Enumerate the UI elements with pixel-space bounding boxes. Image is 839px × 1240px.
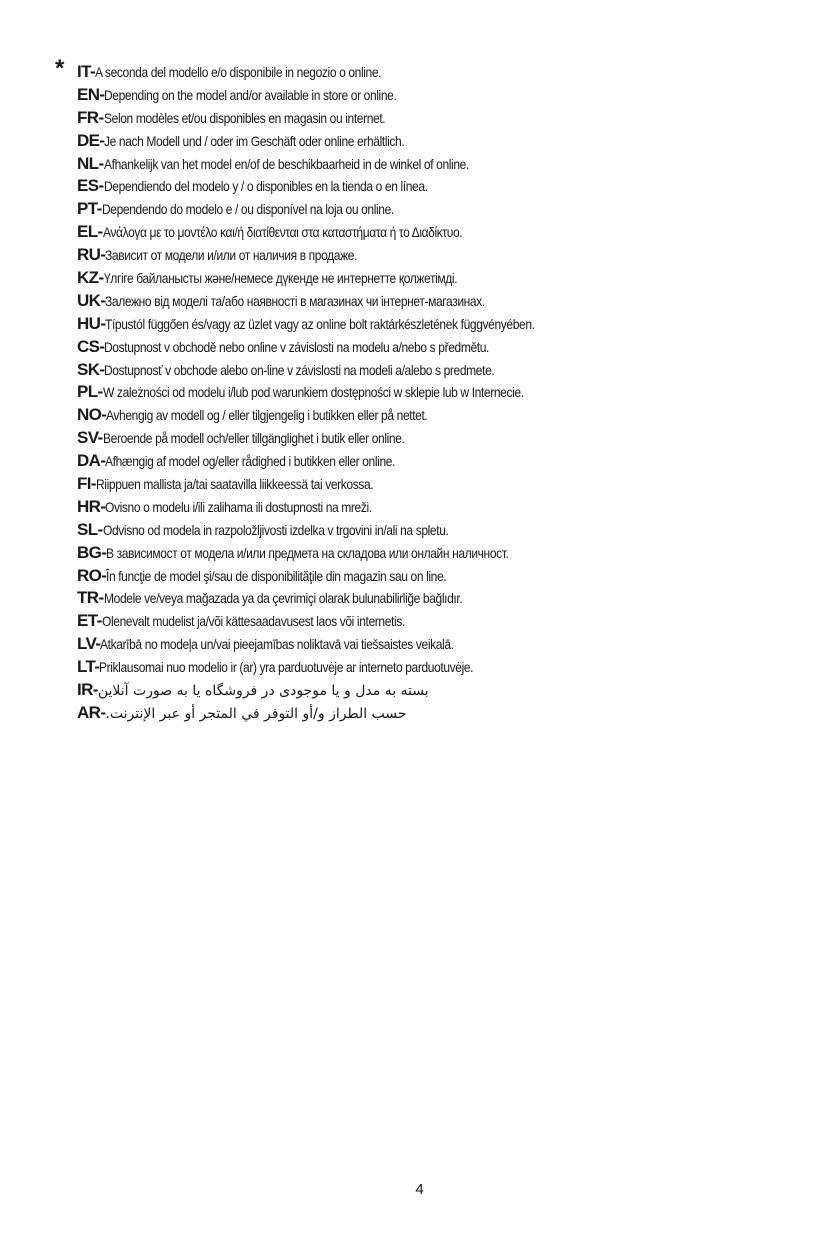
availability-note: Olenevalt mudelist ja/või kättesaadavusest laos või internetis. [101,613,405,630]
availability-note: Afhængig af model og/eller rådighed i butikken eller online. [105,453,396,470]
language-code: KZ- [77,268,104,288]
language-row-fr [77,107,605,130]
availability-note: Odvisno od modela in razpoložljivosti izdelka v trgovini in/ali na spletu. [102,521,449,538]
availability-note: Залежно від моделі та/або наявності в магазинах чи інтернет-магазинах. [105,292,486,309]
language-row-de [77,130,605,153]
availability-note: Үлгіге байланысты және/немесе дүкенде не интернетте қолжетімді. [103,270,457,287]
page-number: 4 [415,1181,424,1198]
availability-note: Afhankelijk van het model en/of de beschikbaarheid in de winkel of online. [103,155,469,172]
language-row-it [77,61,605,84]
availability-note: Riippuen mallista ja/tai saatavilla liikkeessä tai verkossa. [95,476,374,493]
availability-note: Зависит от модели и/или от наличия в продаже. [105,247,358,264]
language-row-sk [77,359,605,382]
language-code: HR- [77,496,106,516]
language-row-no [77,404,605,427]
language-row-ru [77,244,605,267]
language-code: IR- [77,680,98,700]
language-code: NL- [77,153,104,173]
language-row-el [77,221,605,244]
language-code: FI- [77,474,96,494]
language-row-sv [77,427,605,450]
language-code: HU- [77,313,106,333]
availability-note: Dependiendo del modelo y / o disponibles en la tienda o en línea. [103,178,428,195]
availability-note: Modele ve/veya mağazada ya da çevrimiçi olarak bulunabilirliğe bağlıdır. [103,590,462,607]
language-code: ES- [77,176,104,196]
language-code: FR- [77,107,104,127]
language-row-pt [77,198,605,221]
language-row-hr [77,496,605,519]
availability-note: Avhengig av modell og / eller tilgjengelig i butikken eller på nettet. [106,407,428,424]
language-row-fi [77,473,605,496]
availability-note: A seconda del modello e/o disponibile in negozio o online. [95,64,382,80]
language-code: RU- [77,245,106,265]
language-row-hu [77,313,605,336]
language-code: CS- [77,336,105,356]
language-row-en [77,84,605,107]
language-row-cs [77,336,605,359]
availability-note: Ανάλογα με το μοντέλο και/ή διατίθενται στα καταστήματα ή το Διαδίκτυο. [102,224,462,241]
language-row-da [77,450,605,473]
language-row-tr [77,587,605,610]
availability-note: Je nach Modell und / oder im Geschäft oder online erhältlich. [104,132,405,149]
footnote-asterisk: * [55,55,65,82]
availability-note: Priklausomai nuo modelio ir (ar) yra parduotuvėje ar interneto parduotuvėje. [99,659,474,676]
language-row-nl [77,153,605,176]
availability-note: В зависимост от модела и/или предмета на складова или онлайн наличност. [106,544,509,561]
language-code: DE- [77,130,105,150]
availability-note: Beroende på modell och/eller tillgänglighet i butik eller online. [102,430,405,447]
availability-note: Ovisno o modelu i/ili zalihama ili dostupnosti na mreži. [105,498,373,515]
availability-note: Dostupnosť v obchode alebo on-line v závislosti na modeli a/alebo s predmete. [104,361,495,378]
language-code: IT- [77,62,96,81]
language-row-uk [77,290,605,313]
language-code: LV- [77,634,101,654]
language-row-pl [77,381,605,404]
availability-note: W zależności od modelu i/lub pod warunkiem dostępności w sklepie lub w Internecie. [102,384,524,401]
availability-note: بسته به مدل و یا موجودی در فروشگاه یا به صورت آنلاین [97,683,429,700]
language-row-sl [77,519,605,542]
language-code: SK- [77,359,105,379]
language-row-ar [77,702,605,725]
language-code: TR- [77,588,104,608]
language-row-lt [77,656,605,679]
availability-note: Típustól függően és/vagy az üzlet vagy az online bolt raktárkészletének függvényében. [105,315,536,332]
language-row-ro [77,565,605,588]
language-availability-list [77,61,605,725]
language-code: AR- [77,702,106,722]
language-code: EL- [77,222,103,242]
language-row-et [77,610,605,633]
availability-note: Dependendo do modelo e / ou disponível na loja ou online. [101,201,394,218]
language-row-kz [77,267,605,290]
language-code: PL- [77,382,103,402]
language-row-bg [77,542,605,565]
language-code: RO- [77,565,107,585]
language-code: SL- [77,519,103,539]
language-code: UK- [77,290,106,310]
language-code: BG- [77,542,107,562]
availability-note: Atkarībā no modeļa un/vai pieejamības noliktavā vai tiešsaistes veikalā. [100,636,454,653]
language-code: NO- [77,405,107,425]
language-row-lv [77,633,605,656]
language-row-es [77,175,605,198]
language-code: ET- [77,611,102,631]
language-code: SV- [77,428,103,448]
availability-note: În funcţie de model şi/sau de disponibilităţile din magazin sau on line. [106,567,447,584]
language-code: DA- [77,451,106,471]
language-code: PT- [77,199,102,219]
availability-note: Dostupnost v obchodě nebo online v závislosti na modelu a/nebo s předmětu. [104,338,490,355]
availability-note: Selon modèles et/ou disponibles en magasin ou internet. [103,109,385,126]
availability-note: حسب الطراز و/أو التوفر في المتجر أو عبر الإنترنت. [105,705,407,722]
availability-note: Depending on the model and/or available in store or online. [104,86,397,103]
language-row-ir [77,679,605,702]
language-code: EN- [77,84,105,104]
language-code: LT- [77,657,100,677]
